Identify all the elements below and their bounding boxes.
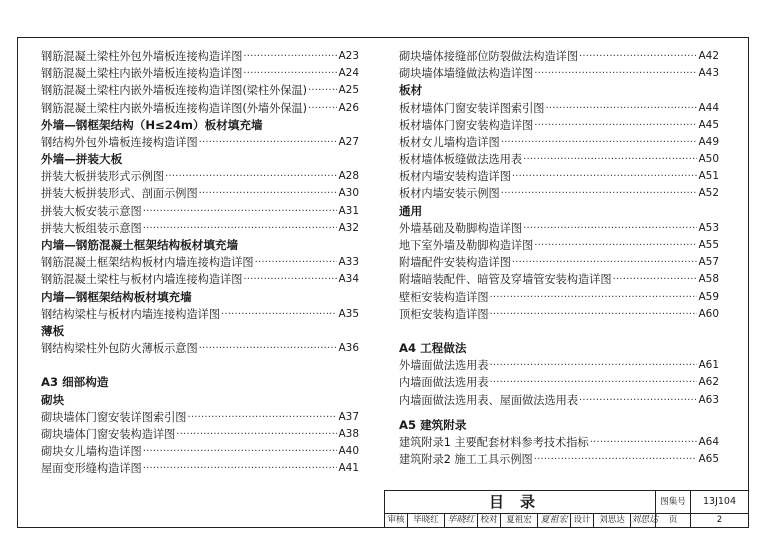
section-heading: A3 细部构造	[41, 375, 109, 390]
toc-entry[interactable]	[41, 186, 359, 203]
toc-entry[interactable]	[399, 237, 719, 254]
toc-entry-title: 砌块墙体门窗安装详图索引图	[41, 410, 187, 424]
dot-leader	[501, 185, 698, 202]
toc-entry-title: 板材女儿墙构造详图	[399, 135, 500, 149]
toc-entry-title: 附墙暗装配件、暗管及穿墙管安装构造详图	[399, 273, 612, 287]
atlas-number-label: 图集号	[656, 491, 691, 513]
page-number: 2	[716, 515, 723, 525]
toc-entry-page: A55	[698, 239, 719, 252]
design-label: 设计	[571, 513, 594, 528]
toc-entry-page: A41	[338, 462, 359, 475]
dot-leader	[613, 271, 698, 288]
dot-leader	[579, 392, 697, 409]
dot-leader	[534, 65, 697, 82]
toc-entry[interactable]	[399, 186, 719, 203]
dot-leader	[243, 48, 337, 65]
dot-leader	[199, 340, 338, 357]
toc-entry[interactable]	[399, 100, 719, 117]
dot-leader	[523, 151, 697, 168]
toc-entry-page: A30	[338, 187, 359, 200]
toc-entry[interactable]	[41, 340, 359, 357]
dot-leader	[143, 460, 338, 477]
section-heading: A4 工程做法	[399, 341, 467, 355]
toc-entry[interactable]	[399, 451, 719, 468]
toc-entry-page: A52	[698, 187, 719, 200]
dot-leader	[523, 220, 697, 237]
title-block	[384, 490, 749, 528]
checker-signature: 夏祖宏	[538, 513, 571, 528]
toc-entry-title: 内墙面做法选用表	[399, 376, 489, 390]
section-heading: 内墙—钢框架结构板材填充墙	[41, 289, 192, 304]
checker-name: 夏祖宏	[501, 513, 538, 528]
toc-entry-title: 钢结构梁柱与板材内墙连接构造详图	[41, 307, 221, 321]
dot-leader	[243, 65, 337, 82]
dot-leader	[534, 237, 697, 254]
section-heading: 通用	[399, 203, 423, 218]
dot-leader	[490, 289, 698, 306]
dot-leader	[545, 100, 697, 117]
toc-entry-title: 建筑附录2 施工工具示例图	[399, 453, 533, 467]
reviewer-name: 毕晓红	[408, 513, 445, 528]
toc-entry-title: 砌块墙体墙缝做法构造详图	[399, 67, 534, 81]
toc-entry-title: 顶柜安装构造详图	[399, 307, 489, 321]
toc-entry-title: 板材内墙安装构造详图	[399, 170, 511, 184]
toc-left-column	[41, 48, 359, 478]
toc-entry-title: 建筑附录1 主要配套材料参考技术指标	[399, 435, 589, 449]
toc-entry[interactable]	[41, 426, 359, 443]
toc-entry-page: A25	[338, 84, 359, 97]
toc-entry[interactable]	[399, 306, 719, 323]
toc-entry-title: 砌块墙体门窗安装构造详图	[41, 427, 176, 441]
toc-entry-page: A32	[338, 221, 359, 234]
toc-entry-title: 钢筋混凝土梁柱内嵌外墙板连接构造详图(外墙外保温)	[41, 101, 308, 115]
toc-entry[interactable]	[399, 289, 719, 306]
toc-entry-title: 壁柜安装构造详图	[399, 290, 489, 304]
toc-entry-title: 钢筋混凝土框架结构板材内墙连接构造详图	[41, 256, 254, 270]
toc-entry-title: 钢筋混凝土梁柱外包外墙板连接构造详图	[41, 49, 243, 63]
toc-entry-page: A62	[698, 376, 719, 389]
toc-entry-page: A63	[698, 393, 719, 406]
toc-entry[interactable]	[41, 409, 359, 426]
toc-entry-title: 内墙面做法选用表、屋面做法选用表	[399, 393, 579, 407]
dot-leader	[243, 271, 337, 288]
toc-entry-page: A61	[698, 359, 719, 372]
toc-entry[interactable]	[399, 134, 719, 151]
section-heading: 内墙—钢筋混凝土框架结构板材填充墙	[41, 238, 239, 253]
toc-entry-page: A40	[338, 445, 359, 458]
toc-entry-title: 砌块女儿墙构造详图	[41, 445, 142, 459]
toc-entry[interactable]	[399, 168, 719, 185]
toc-entry-title: 外墙基础及勒脚构造详图	[399, 221, 523, 235]
toc-entry-page: A24	[338, 67, 359, 80]
toc-entry-page: A26	[338, 101, 359, 114]
dot-leader	[590, 434, 698, 451]
dot-leader	[534, 451, 698, 468]
section-heading: 外墙—拼装大板	[41, 152, 123, 167]
toc-entry-page: A43	[698, 67, 719, 80]
dot-leader	[176, 426, 337, 443]
toc-right-column	[399, 48, 719, 468]
toc-entry-title: 钢结构梁柱外包防火薄板示意图	[41, 342, 198, 356]
toc-entry-title: 拼装大板组装示意图	[41, 221, 142, 235]
section-heading: A5 建筑附录	[399, 417, 467, 432]
toc-entry[interactable]	[399, 117, 719, 134]
toc-entry-page: A37	[338, 410, 359, 423]
page-label: 页	[656, 513, 691, 528]
toc-entry-title: 地下室外墙及勒脚构造详图	[399, 239, 534, 253]
toc-entry-page: A57	[698, 256, 719, 269]
toc-entry-title: 板材墙体门窗安装构造详图	[399, 118, 534, 132]
toc-entry[interactable]	[41, 203, 359, 220]
toc-entry[interactable]	[41, 134, 359, 151]
toc-entry[interactable]	[41, 100, 359, 117]
section-spacer	[41, 357, 359, 374]
toc-entry[interactable]	[399, 151, 719, 168]
dot-leader	[512, 168, 698, 185]
toc-entry[interactable]	[399, 48, 719, 65]
section-heading: 薄板	[41, 324, 65, 338]
dot-leader	[501, 134, 698, 151]
toc-entry-page: A53	[698, 221, 719, 234]
toc-entry[interactable]	[41, 82, 359, 99]
dot-leader	[221, 306, 337, 323]
title-block-top-row	[385, 491, 749, 514]
section-heading: 板材	[399, 83, 423, 98]
toc-entry[interactable]	[41, 460, 359, 477]
section-spacer	[399, 323, 719, 340]
title-block-signature-row	[385, 513, 749, 528]
toc-entry-title: 屋面变形缝构造详图	[41, 462, 142, 476]
toc-entry-page: A50	[698, 153, 719, 166]
dot-leader	[308, 100, 337, 117]
toc-entry[interactable]	[41, 65, 359, 82]
toc-entry[interactable]	[399, 220, 719, 237]
toc-entry-page: A23	[338, 49, 359, 62]
toc-entry-title: 钢筋混凝土梁柱内嵌外墙板连接构造详图(梁柱外保温)	[41, 84, 308, 98]
dot-leader	[512, 254, 698, 271]
review-label: 审核	[385, 513, 408, 528]
toc-entry-page: A64	[698, 435, 719, 448]
dot-leader	[490, 306, 698, 323]
toc-entry-page: A33	[338, 256, 359, 269]
toc-entry[interactable]	[41, 443, 359, 460]
toc-entry[interactable]	[399, 271, 719, 288]
toc-entry[interactable]	[41, 220, 359, 237]
toc-entry[interactable]	[399, 65, 719, 82]
toc-entry-page: A34	[338, 273, 359, 286]
dot-leader	[579, 48, 697, 65]
toc-entry[interactable]	[41, 48, 359, 65]
dot-leader	[187, 409, 337, 426]
reviewer-signature: 毕晓红	[445, 513, 478, 528]
section-spacer	[399, 409, 719, 417]
toc-entry-page: A42	[698, 49, 719, 62]
designer-signature: 刘思达	[631, 513, 656, 528]
toc-entry[interactable]	[399, 374, 719, 391]
toc-entry-page: A28	[338, 170, 359, 183]
toc-entry-page: A38	[338, 427, 359, 440]
toc-entry-page: A31	[338, 204, 359, 217]
toc-entry-title: 钢筋混凝土梁柱与板材内墙连接构造详图	[41, 273, 243, 287]
toc-entry-page: A51	[698, 170, 719, 183]
toc-entry-page: A65	[698, 453, 719, 466]
toc-entry-page: A58	[698, 273, 719, 286]
dot-leader	[199, 185, 338, 202]
toc-entry[interactable]	[41, 271, 359, 288]
toc-entry-title: 砌块墙体接缝部位防裂做法构造详图	[399, 49, 579, 63]
toc-entry-title: 钢筋混凝土梁柱内嵌外墙板连接构造详图	[41, 67, 243, 81]
toc-entry-page: A36	[338, 342, 359, 355]
toc-entry[interactable]	[399, 434, 719, 451]
toc-entry-title: 拼装大板安装示意图	[41, 204, 142, 218]
check-label: 校对	[478, 513, 501, 528]
dot-leader	[143, 203, 338, 220]
toc-entry[interactable]	[41, 168, 359, 185]
dot-leader	[490, 357, 698, 374]
dot-leader	[143, 443, 338, 460]
dot-leader	[165, 168, 337, 185]
designer-name: 刘思达	[594, 513, 631, 528]
toc-entry[interactable]	[399, 254, 719, 271]
toc-entry-title: 钢结构外包外墙板连接构造详图	[41, 135, 198, 149]
dot-leader	[490, 374, 698, 391]
toc-entry-title: 板材墙体板缝做法选用表	[399, 153, 523, 167]
toc-entry-page: A27	[338, 135, 359, 148]
toc-entry-page: A44	[698, 101, 719, 114]
toc-entry-title: 外墙面做法选用表	[399, 359, 489, 373]
dot-leader	[199, 134, 338, 151]
dot-leader	[255, 254, 338, 271]
toc-entry-page: A60	[698, 307, 719, 320]
toc-entry-title: 板材内墙安装示例图	[399, 187, 500, 201]
dot-leader	[534, 117, 697, 134]
toc-entry-page: A45	[698, 118, 719, 131]
atlas-number: 13J104	[702, 496, 737, 507]
toc-entry[interactable]	[399, 392, 719, 409]
toc-entry[interactable]	[399, 357, 719, 374]
toc-entry-title: 附墙配件安装构造详图	[399, 256, 511, 270]
toc-entry-title: 板材墙体门窗安装详图索引图	[399, 101, 545, 115]
toc-entry[interactable]	[41, 306, 359, 323]
toc-entry-title: 拼装大板拼装形式示例图	[41, 170, 165, 184]
toc-entry-page: A59	[698, 290, 719, 303]
toc-entry-page: A35	[338, 307, 359, 320]
toc-entry-title: 拼装大板拼装形式、剖面示例图	[41, 187, 198, 201]
section-heading: 砌块	[41, 392, 65, 407]
drawing-title: 目录	[385, 491, 656, 513]
dot-leader	[143, 220, 338, 237]
section-heading: 外墙—钢框架结构（H≤24m）板材填充墙	[41, 117, 263, 132]
toc-entry[interactable]	[41, 254, 359, 271]
dot-leader	[308, 82, 337, 99]
toc-entry-page: A49	[698, 135, 719, 148]
